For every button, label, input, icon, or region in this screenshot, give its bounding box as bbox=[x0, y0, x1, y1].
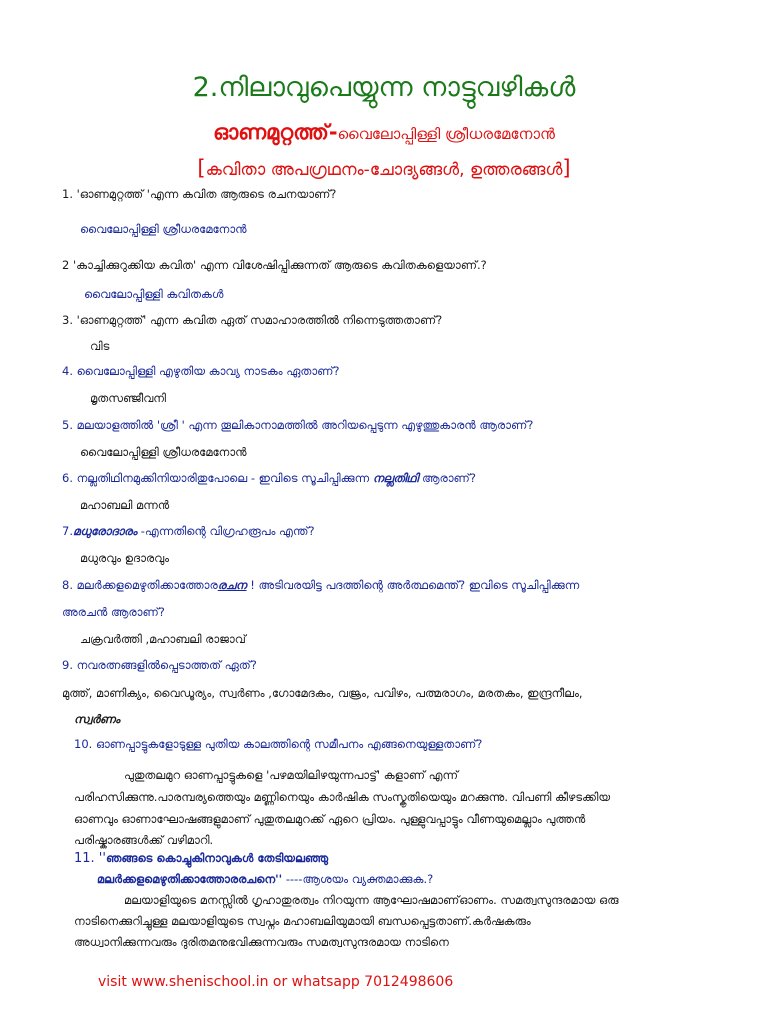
question-1: 1. 'ഓണമുറ്റത്ത് 'എന്ന കവിത ആരുടെ രചനയാണ്? bbox=[62, 187, 337, 201]
question-11-line-2: മലർക്കളമെഴുതിക്കാത്തോരരചനെ'' ----ആശയം വ്യക്തമാക്കുക.? bbox=[97, 872, 434, 886]
quoted-line-1: ഞങ്ങടെ കൊച്ചുകിനാവുകൾ തേടിയലഞ്ഞു bbox=[105, 851, 329, 865]
underlined-term: രചന bbox=[217, 578, 247, 592]
answer-5: വൈലോപ്പിള്ളി ശ്രീധരമേനോൻ bbox=[80, 445, 247, 459]
question-5: 5. മലയാളത്തിൽ 'ശ്രീ ' എന്ന തൂലികാനാമത്തിൽ അറിയപ്പെടുന്ന എഴുത്തുകാരൻ ആരാണ്? bbox=[62, 418, 534, 432]
question-7: 7.മധുരോദാരം -എന്നതിന്റെ വിഗ്രഹരൂപം എന്ത്? bbox=[62, 524, 315, 538]
bracket-open: [ bbox=[197, 156, 206, 180]
question-9: 9. നവരത്നങ്ങളിൽപ്പെടാത്തത് ഏത്? bbox=[62, 658, 257, 672]
page-title: 2.നിലാവുപെയ്യുന്ന നാട്ടുവഴികൾ bbox=[192, 72, 576, 103]
answer-10-line-1: പുതുതലമുറ ഓണപ്പാട്ടുകളെ 'പഴമയിലിഴയുന്നപാട്ട്' കളാണ് എന്ന് bbox=[124, 768, 459, 782]
answer-1: വൈലോപ്പിള്ളി ശ്രീധരമേനോൻ bbox=[80, 222, 247, 236]
section-text: കവിതാ അപഗ്രഥനം-ചോദ്യങ്ങൾ, ഉത്തരങ്ങൾ bbox=[205, 160, 563, 180]
answer-11-line-1: മലയാളിയുടെ മനസ്സിൽ ഗൃഹാതുരത്വം നിറയുന്ന ആഘോഷമാണ്ഓണം. സമത്വസുന്ദരമായ ഒരു bbox=[124, 893, 619, 907]
question-3: 3. 'ഓണമുറ്റത്ത്' എന്ന കവിത ഏത് സമാഹാരത്തിൽ നിന്നെടുത്തതാണ്? bbox=[62, 313, 443, 327]
answer-9-options: മുത്ത്, മാണിക്യം, വൈഡൂര്യം, സ്വർണം ,ഗോമേദകം, വജ്രം, പവിഴം, പത്മരാഗം, മരതകം, ഇന്ദ്രനീലം, bbox=[62, 686, 583, 700]
question-4: 4. വൈലോപ്പിള്ളി എഴുതിയ കാവ്യ നാടകം ഏതാണ്? bbox=[62, 364, 340, 378]
answer-10-line-3: ഓണവും ഓണാഘോഷങ്ങളുമാണ് പുതുതലമുറക്ക് ഏറെ പ്രിയം. പുള്ളുവപ്പാട്ടും വീണയുമെല്ലാം പുത്തൻ bbox=[74, 812, 586, 826]
emphasis-term: മധുരോദാരം bbox=[72, 524, 138, 538]
question-8-line-2: അരചൻ ആരാണ്? bbox=[62, 605, 165, 619]
answer-6: മഹാബലി മന്നൻ bbox=[80, 498, 170, 512]
quoted-line-2: മലർക്കളമെഴുതിക്കാത്തോരരചനെ'' bbox=[97, 872, 283, 886]
footer-link[interactable]: visit www.shenischool.in or whatsapp 7012498606 bbox=[98, 974, 454, 990]
answer-11-line-2: നാടിനെക്കുറിച്ചുള്ള മലയാളിയുടെ സ്വപ്നം മഹാബലിയുമായി ബന്ധപ്പെട്ടതാണ്.കർഷകരും bbox=[74, 914, 531, 928]
section-heading bbox=[0, 156, 768, 181]
bracket-close: ] bbox=[562, 156, 571, 180]
answer-2: വൈലോപ്പിള്ളി കവിതകൾ bbox=[84, 287, 224, 301]
poem-subtitle bbox=[0, 120, 768, 145]
poem-name: ഓണമുറ്റത്ത്- bbox=[213, 120, 338, 144]
emphasis-term: നല്ലതിഥി bbox=[372, 471, 419, 485]
answer-9: സ്വർണം bbox=[74, 712, 120, 726]
question-11: 11. ''ഞങ്ങടെ കൊച്ചുകിനാവുകൾ തേടിയലഞ്ഞു bbox=[74, 851, 329, 866]
question-10: 10. ഓണപ്പാട്ടുകളോടുള്ള പുതിയ കാലത്തിന്റെ സമീപനം എങ്ങനെയുള്ളതാണ്? bbox=[74, 737, 483, 751]
answer-3: വിട bbox=[90, 339, 110, 353]
answer-10-line-4: പരിഷ്കാരങ്ങൾക്ക് വഴിമാറി. bbox=[74, 833, 214, 847]
answer-4: മൃതസഞ്ജീവനി bbox=[90, 391, 167, 405]
answer-10-line-2: പരിഹസിക്കുന്നു.പാരമ്പര്യത്തെയും മണ്ണിനെയും കാർഷിക സംസ്കൃതിയെയും മറക്കുന്നു. വിപണി കീഴടക്കിയ bbox=[74, 790, 611, 804]
answer-11-line-3: അധ്വാനിക്കുന്നവരും ദുരിതമനുഭവിക്കുന്നവരും സമത്വസുന്ദരമായ നാടിനെ bbox=[74, 935, 449, 949]
answer-7: മധുരവും ഉദാരവും bbox=[80, 551, 170, 565]
answer-8: ചക്രവർത്തി ,മഹാബലി രാജാവ് bbox=[80, 632, 246, 646]
poet-name: വൈലോപ്പിള്ളി ശ്രീധരമേനോൻ bbox=[337, 125, 555, 143]
question-2: 2 'കാച്ചിക്കുറുക്കിയ കവിത' എന്ന വിശേഷിപ്പിക്കുന്നത് ആരുടെ കവിതകളെയാണ്.? bbox=[62, 258, 487, 272]
question-8: 8. മലർക്കളമെഴുതിക്കാത്തോരരചന ! അടിവരയിട്ട പദത്തിന്റെ അർത്ഥമെന്ത്? ഇവിടെ സൂചിപ്പിക്കുന്ന bbox=[62, 578, 580, 592]
question-6: 6. നല്ലതിഥിനമുക്കിനിയാരിതുപോലെ - ഇവിടെ സൂചിപ്പിക്കുന്ന നല്ലതിഥി ആരാണ്? bbox=[62, 471, 476, 485]
